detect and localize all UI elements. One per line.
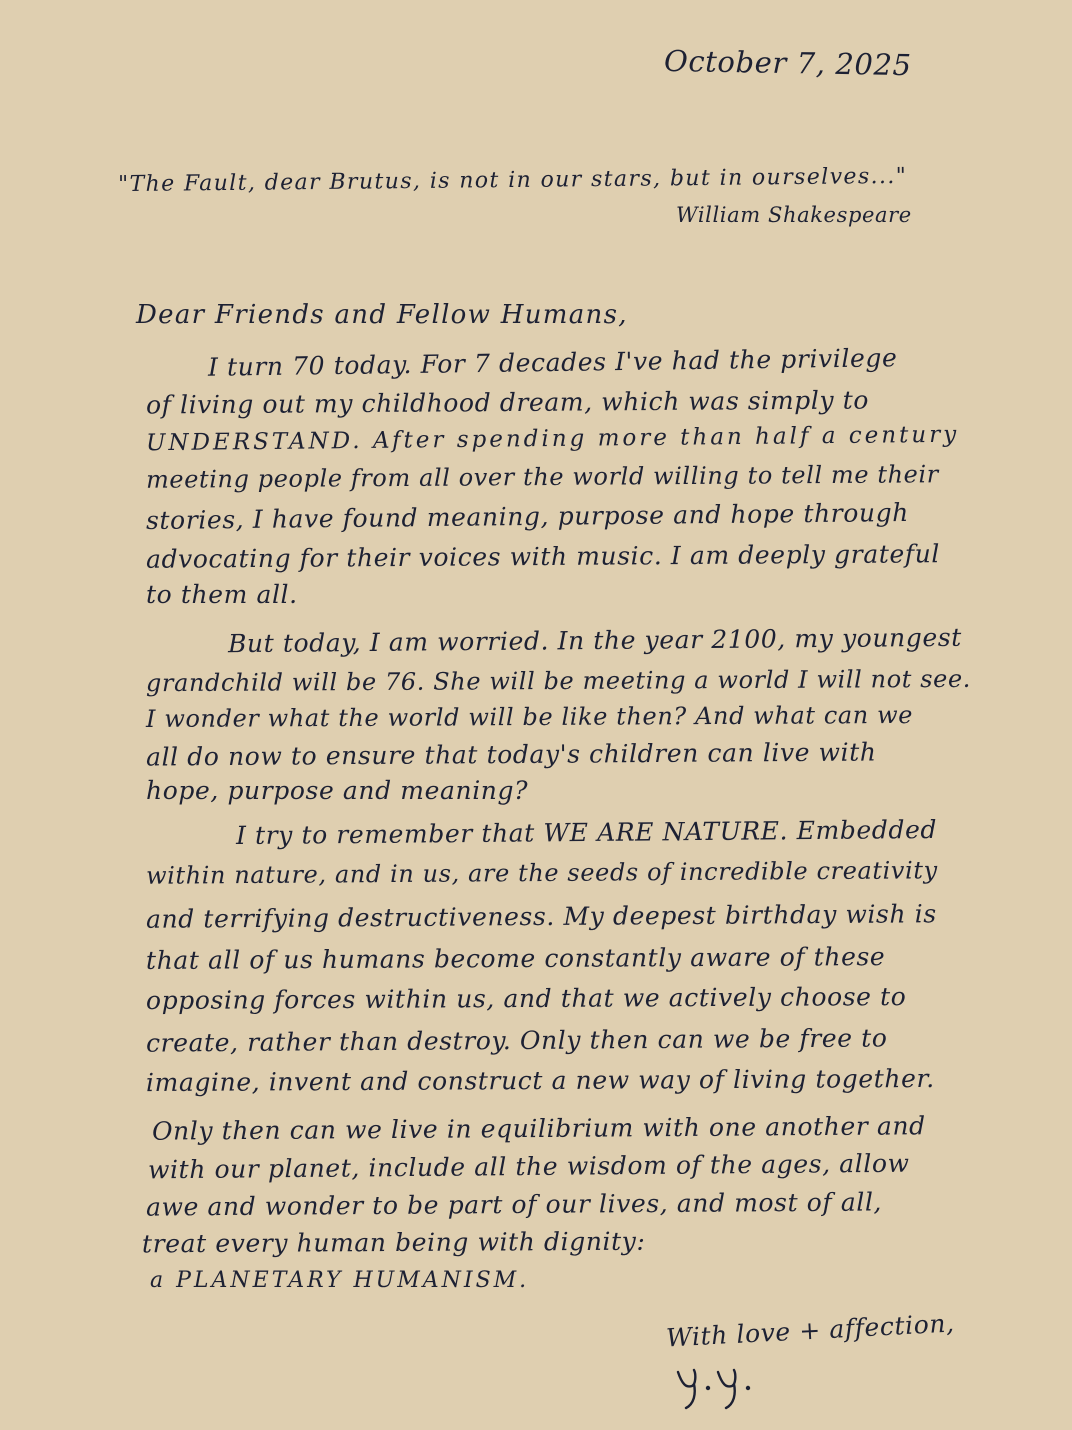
letter-date: October 7, 2025 (663, 43, 912, 83)
epigraph-attribution: William Shakespeare (676, 203, 912, 227)
epigraph-quote: "The Fault, dear Brutus, is not in our stars, but in ourselves..." (117, 163, 908, 198)
letter-line: all do now to ensure that today's children can live with (145, 737, 877, 772)
letter-line: of living out my childhood dream, which was simply to (145, 385, 870, 420)
letter-line: awe and wonder to be part of our lives, and most of all, (145, 1187, 883, 1222)
letter-line: advocating for their voices with music. I am deeply grateful (145, 539, 941, 574)
letter-line: imagine, invent and construct a new way of living together. (145, 1063, 935, 1098)
letter-line: that all of us humans become constantly aware of these (145, 942, 886, 975)
letter-line: create, rather than destroy. Only then can we be free to (145, 1023, 888, 1058)
letter-line: I wonder what the world will be like then? And what can we (145, 700, 914, 734)
letter-line: within nature, and in us, are the seeds of incredible creativity (145, 856, 938, 890)
letter-line: opposing forces within us, and that we actively choose to (145, 982, 907, 1015)
letter-line: treat every human being with dignity: (141, 1226, 646, 1259)
letter-line: meeting people from all over the world willing to tell me their (145, 460, 939, 494)
letter-line: with our planet, include all the wisdom of the ages, allow (147, 1148, 910, 1185)
letter-line: UNDERSTAND. After spending more than half a century (145, 421, 960, 457)
letter-line: hope, purpose and meaning? (146, 776, 529, 805)
salutation: Dear Friends and Fellow Humans, (136, 300, 628, 330)
letter-line: I try to remember that WE ARE NATURE. Embedded (235, 814, 938, 851)
letter-line: But today, I am worried. In the year 2100, my youngest (227, 622, 962, 659)
letter-line: to them all. (146, 580, 298, 609)
letter-line: I turn 70 today. For 7 decades I've had the privilege (207, 343, 898, 382)
letter-line: a PLANETARY HUMANISM. (150, 1268, 530, 1293)
letter-line: stories, I have found meaning, purpose and hope through (145, 498, 910, 535)
signature (672, 1362, 762, 1412)
letter-line: grandchild will be 76. She will be meeting a world I will not see. (145, 664, 972, 698)
letter-line: and terrifying destructiveness. My deepest birthday wish is (145, 899, 937, 934)
letter-line: Only then can we live in equilibrium with one another and (151, 1111, 926, 1146)
closing: With love + affection, (665, 1308, 956, 1353)
